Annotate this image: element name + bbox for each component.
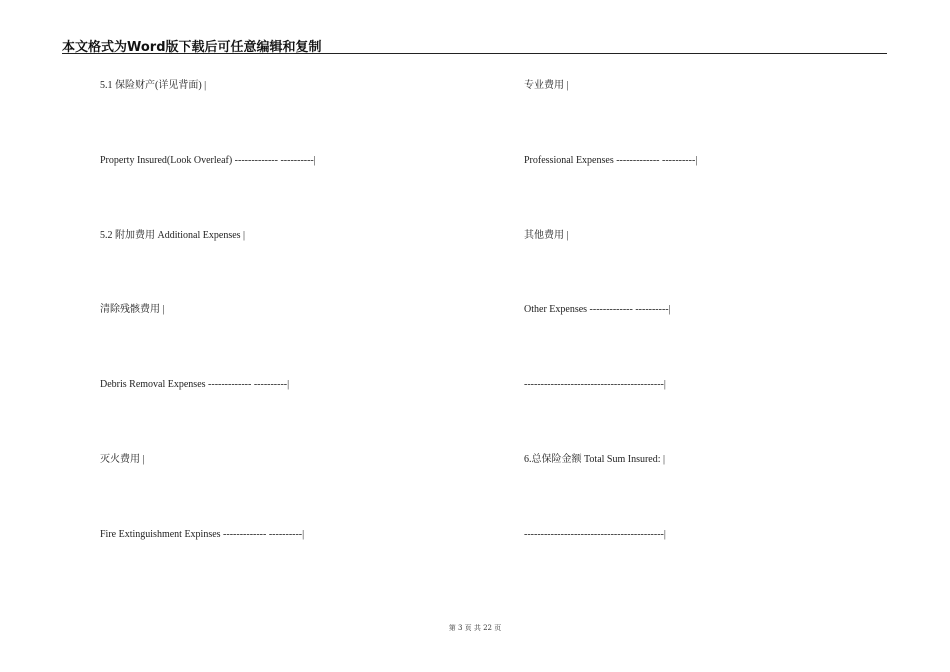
debris-removal-en-line: Debris Removal Expenses ------------- ----------| — [100, 379, 290, 390]
fire-extinguishment-en-line: Fire Extinguishment Expinses ------------- ----------| — [100, 529, 305, 540]
additional-expenses-line: 5.2 附加费用 Additional Expenses | — [100, 230, 246, 241]
fire-extinguishment-cn-line: 灭火费用 | — [100, 454, 145, 465]
other-expenses-cn-line: 其他费用 | — [524, 230, 569, 241]
professional-expenses-cn-line: 专业费用 | — [524, 80, 569, 91]
total-sum-insured-line: 6.总保险金额 Total Sum Insured: | — [524, 454, 666, 465]
debris-removal-cn-line: 清除残骸费用 | — [100, 304, 165, 315]
document-header-title: 本文格式为Word版下载后可任意编辑和复制 — [62, 40, 322, 55]
page-number-footer: 第 3 页 共 22 页 — [448, 624, 502, 632]
header-divider — [62, 53, 887, 54]
other-expenses-en-line: Other Expenses ------------- ----------| — [524, 304, 671, 315]
total-sum-fill-line: ------------------------------------------| — [524, 529, 666, 540]
property-insured-en-line: Property Insured(Look Overleaf) ------------- ----------| — [100, 155, 316, 166]
blank-fill-line: ------------------------------------------| — [524, 379, 666, 390]
professional-expenses-en-line: Professional Expenses ------------- ----------| — [524, 155, 698, 166]
property-insured-cn-line: 5.1 保险财产(详见背面) | — [100, 80, 207, 91]
